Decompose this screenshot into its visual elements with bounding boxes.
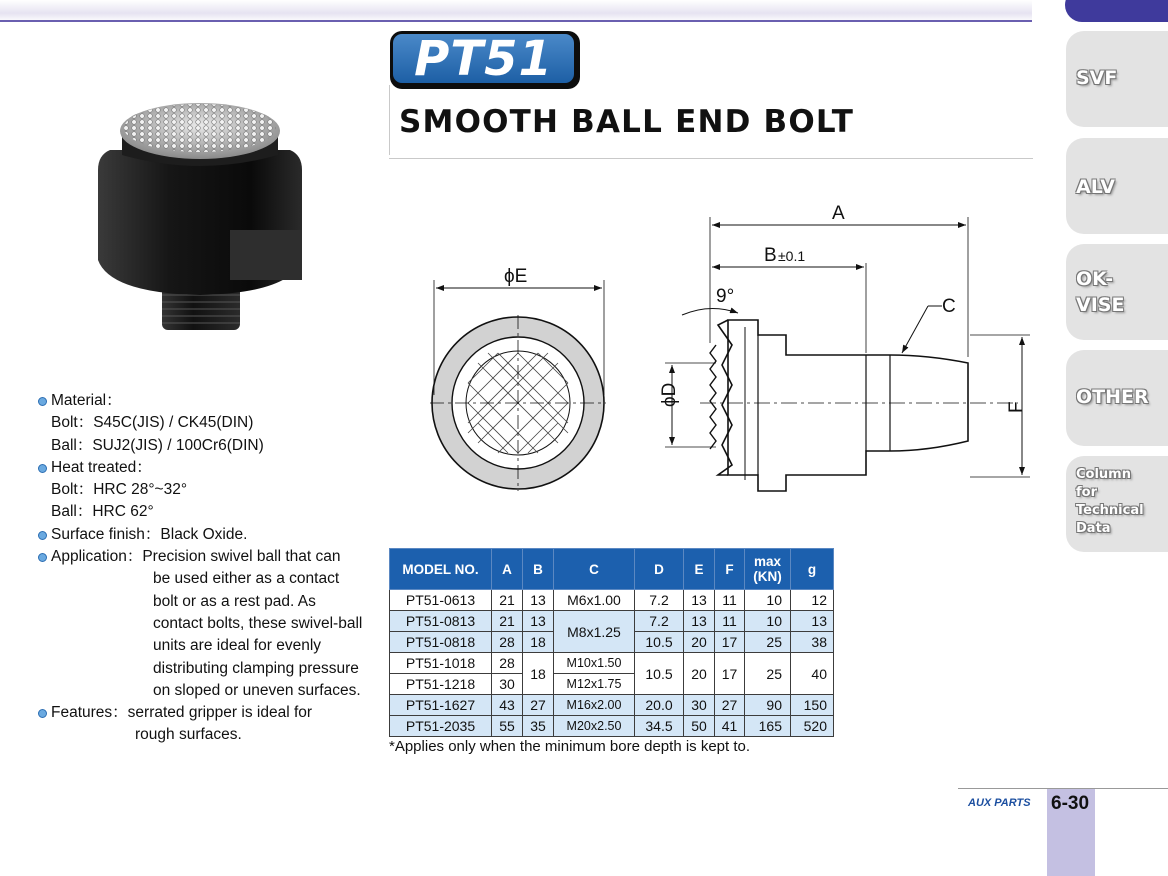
cell-c: M20x2.50 xyxy=(554,716,635,737)
cell-b: 27 xyxy=(523,695,554,716)
col-header-c: C xyxy=(554,549,635,590)
bullet-icon xyxy=(38,397,47,406)
cell-f: 27 xyxy=(715,695,745,716)
top-band xyxy=(0,0,1032,22)
cell-max: 10 xyxy=(745,590,791,611)
bullet-icon xyxy=(38,464,47,473)
spec-features: Features：serrated gripper is ideal for xyxy=(36,702,388,724)
top-rule xyxy=(0,20,1032,22)
table-row xyxy=(390,716,834,737)
cell-model: PT51-0818 xyxy=(390,632,492,653)
spec-bolt-material: Bolt：S45C(JIS) / CK45(DIN) xyxy=(51,414,254,432)
cell-f: 11 xyxy=(715,590,745,611)
table-row xyxy=(390,611,834,632)
cell-f: 17 xyxy=(715,632,745,653)
side-view xyxy=(665,217,1030,491)
spec-application-line: bolt or as a rest pad. As xyxy=(153,592,316,610)
col-header-max: max (KN) xyxy=(745,549,791,590)
tab-alv[interactable]: ALV xyxy=(1066,138,1168,234)
technical-drawing xyxy=(420,195,1030,505)
cell-d: 20.0 xyxy=(635,695,684,716)
cell-g: 520 xyxy=(791,716,834,737)
cell-c: M8x1.25 xyxy=(554,611,635,653)
col-header-model: MODEL NO. xyxy=(390,549,492,590)
cell-a: 21 xyxy=(492,611,523,632)
dim-label-A: A xyxy=(832,203,845,224)
spec-application-line: contact bolts, these swivel-ball xyxy=(153,614,363,632)
cell-max: 165 xyxy=(745,716,791,737)
spec-material: Material： xyxy=(36,390,388,412)
cell-model: PT51-0613 xyxy=(390,590,492,611)
spec-application-line: on sloped or uneven surfaces. xyxy=(153,681,361,699)
nav-top-tab[interactable] xyxy=(1065,0,1168,22)
tab-svf[interactable]: SVF xyxy=(1066,31,1168,127)
table-footnote: *Applies only when the minimum bore depth is kept to. xyxy=(389,738,751,755)
spec-application: Application：Precision swivel ball that can xyxy=(36,546,388,568)
cell-d: 10.5 xyxy=(635,653,684,695)
cell-g: 150 xyxy=(791,695,834,716)
bullet-icon xyxy=(38,531,47,540)
cell-b: 13 xyxy=(523,611,554,632)
cell-g: 38 xyxy=(791,632,834,653)
cell-model: PT51-0813 xyxy=(390,611,492,632)
dim-label-B-tolerance: ±0.1 xyxy=(778,248,806,264)
spec-ball-hardness: Ball：HRC 62° xyxy=(51,503,154,521)
dim-label-B: B xyxy=(764,245,777,266)
cell-a: 43 xyxy=(492,695,523,716)
end-view xyxy=(430,280,606,491)
cell-c: M16x2.00 xyxy=(554,695,635,716)
cell-b: 13 xyxy=(523,590,554,611)
dim-label-E: ϕE xyxy=(504,266,528,287)
cell-g: 12 xyxy=(791,590,834,611)
cell-max: 10 xyxy=(745,611,791,632)
spec-heat-treated: Heat treated： xyxy=(36,457,388,479)
dim-label-F: F xyxy=(1006,401,1027,413)
cell-e: 13 xyxy=(684,590,715,611)
spec-ball-material: Ball：SUJ2(JIS) / 100Cr6(DIN) xyxy=(51,436,264,454)
table-row xyxy=(390,653,834,674)
cell-max: 25 xyxy=(745,632,791,653)
cell-f: 17 xyxy=(715,653,745,695)
cell-d: 7.2 xyxy=(635,590,684,611)
table-row xyxy=(390,695,834,716)
page-title: SMOOTH BALL END BOLT xyxy=(399,104,855,140)
title-divider-vertical xyxy=(389,85,390,155)
product-photo xyxy=(90,95,310,340)
cell-model: PT51-1627 xyxy=(390,695,492,716)
cell-a: 30 xyxy=(492,674,523,695)
spec-bolt-hardness: Bolt：HRC 28°~32° xyxy=(51,481,188,499)
table-header-row xyxy=(390,549,834,590)
cell-e: 20 xyxy=(684,632,715,653)
tab-ok-vise[interactable]: OK- VISE xyxy=(1066,244,1168,340)
cell-b: 18 xyxy=(523,632,554,653)
spec-surface-finish: Surface finish：Black Oxide. xyxy=(36,524,388,546)
bullet-icon xyxy=(38,553,47,562)
col-header-b: B xyxy=(523,549,554,590)
spec-application-line: units are ideal for evenly xyxy=(153,637,322,655)
spec-features-line: rough surfaces. xyxy=(135,726,242,744)
cell-max: 25 xyxy=(745,653,791,695)
spec-table xyxy=(389,548,834,737)
cell-g: 13 xyxy=(791,611,834,632)
cell-d: 10.5 xyxy=(635,632,684,653)
cell-a: 21 xyxy=(492,590,523,611)
cell-c: M10x1.50 xyxy=(554,653,635,674)
cell-e: 20 xyxy=(684,653,715,695)
cell-f: 41 xyxy=(715,716,745,737)
dim-label-C: C xyxy=(942,296,956,317)
col-header-a: A xyxy=(492,549,523,590)
cell-a: 55 xyxy=(492,716,523,737)
spec-list xyxy=(36,390,388,747)
cell-model: PT51-1018 xyxy=(390,653,492,674)
cell-max: 90 xyxy=(745,695,791,716)
col-header-f: F xyxy=(715,549,745,590)
col-header-d: D xyxy=(635,549,684,590)
cell-e: 13 xyxy=(684,611,715,632)
page-number: 6-30 xyxy=(1051,793,1090,814)
cell-e: 30 xyxy=(684,695,715,716)
cell-model: PT51-2035 xyxy=(390,716,492,737)
model-badge xyxy=(390,31,580,89)
col-header-g: g xyxy=(791,549,834,590)
cell-d: 34.5 xyxy=(635,716,684,737)
tab-other[interactable]: OTHER xyxy=(1066,350,1168,446)
section-label: AUX PARTS xyxy=(968,797,1031,809)
cell-b: 18 xyxy=(523,653,554,695)
spec-application-line: be used either as a contact xyxy=(153,570,340,588)
col-header-e: E xyxy=(684,549,715,590)
cell-f: 11 xyxy=(715,611,745,632)
dim-label-angle: 9° xyxy=(716,286,735,307)
model-badge-text: PT51 xyxy=(414,30,553,87)
dim-label-D: ϕD xyxy=(659,382,680,407)
cell-model: PT51-1218 xyxy=(390,674,492,695)
cell-c: M12x1.75 xyxy=(554,674,635,695)
cell-a: 28 xyxy=(492,653,523,674)
cell-c: M6x1.00 xyxy=(554,590,635,611)
table-row xyxy=(390,590,834,611)
cell-b: 35 xyxy=(523,716,554,737)
title-divider-horizontal xyxy=(389,158,1033,159)
cell-a: 28 xyxy=(492,632,523,653)
cell-d: 7.2 xyxy=(635,611,684,632)
spec-application-line: distributing clamping pressure xyxy=(153,659,359,677)
bullet-icon xyxy=(38,709,47,718)
cell-g: 40 xyxy=(791,653,834,695)
tab-technical-data[interactable]: Column for Technical Data xyxy=(1066,456,1168,552)
cell-e: 50 xyxy=(684,716,715,737)
